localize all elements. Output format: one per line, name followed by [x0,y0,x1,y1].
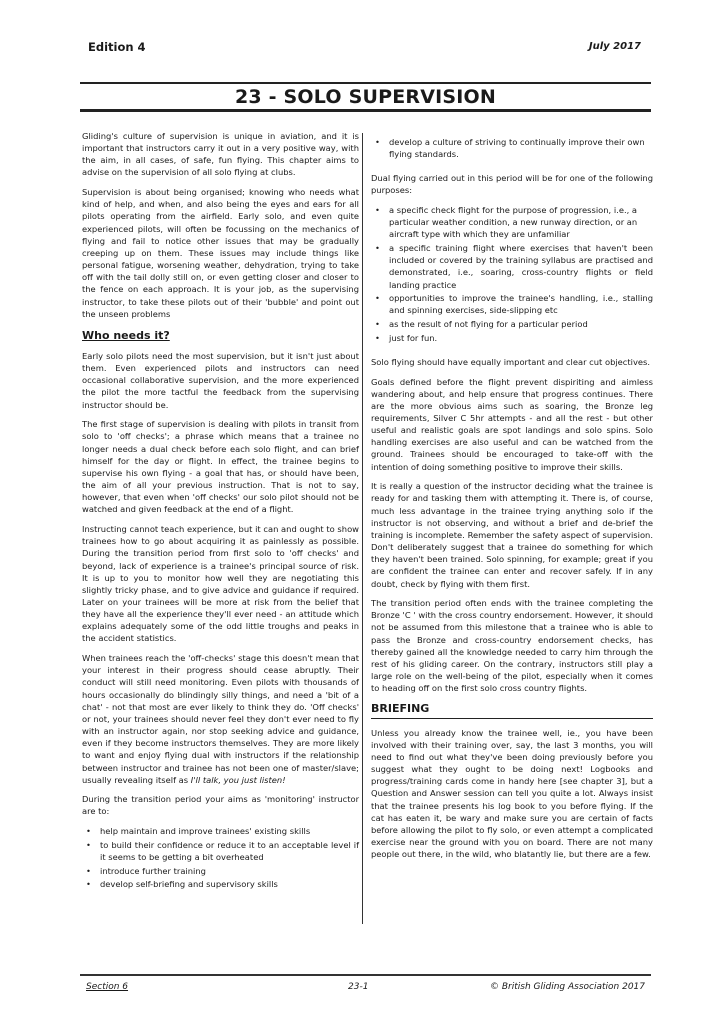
aims-list-continued [371,136,653,160]
section-heading-briefing: BRIEFING [371,703,653,718]
edition-label: Edition 4 [88,40,146,54]
list-item [371,136,653,160]
list-item-text: develop self-briefing and supervisory skills [100,879,278,890]
list-item-text: as the result of not flying for a particular period [389,319,588,330]
section-heading-who-needs-it: Who needs it? [82,328,170,342]
column-divider [362,133,363,924]
purposes-list [371,204,653,344]
list-item [82,839,359,863]
bullet-icon: • [375,293,380,304]
date-label: July 2017 [588,41,641,52]
list-item-text: a specific training flight where exercises that haven't been included or covered by the training syllabus are practised and demonstrated, i.e., soaring, cross-country flights or field landing practice [389,243,653,290]
list-item-text: just for fun. [389,332,438,343]
list-item-text: introduce further training [100,865,206,876]
page-number: 23-1 [348,982,369,992]
bullet-icon: • [375,205,380,216]
list-item [371,318,653,330]
italic-quote: I'll talk, you just listen! [190,774,286,785]
chapter-title: 23 - SOLO SUPERVISION [234,86,496,108]
list-item-text: to build their confidence or reduce it to an acceptable level if it seems to be getting a bit overheated [100,839,359,862]
paragraph: Early solo pilots need the most supervision, but it isn't just about them. Even experienced pilots and instructors can need occasional collaborative supervision, and the more experienced the pilot the more tactful the feedback from the supervising instructor should be. [82,351,359,410]
list-item [371,292,653,316]
footer-rule [80,974,651,976]
bullet-icon: • [375,332,380,343]
bullet-icon: • [86,826,91,837]
paragraph: During the transition period your aims as 'monitoring' instructor are to: [82,794,359,817]
list-item-text: help maintain and improve trainees' existing skills [100,826,311,837]
paragraph: It is really a question of the instructor deciding what the trainee is ready for and tasking them with attempting it. There is, of course, much less advantage in the trainee trying anything solo if the instructor is not observing, and without a brief and de-brief the training is incomplete. Remember the safety aspect of supervision. Don't deliberately suggest that a trainee do something for which they haven't been trained. Solo spinning, for example; great if you are confident the trainee can enter and recover safely. If in any doubt, check by flying with them first. [371,481,653,589]
list-item [371,242,653,291]
left-column [82,130,359,898]
bullet-icon: • [375,319,380,330]
paragraph: Gliding's culture of supervision is unique in aviation, and it is important that instructors carry it out in a very positive way, with the aim, in all cases, of safe, fun flying. This chapter aims to advise on the supervision of all solo flying at clubs. [82,131,359,178]
paragraph: Dual flying carried out in this period will be for one of the following purposes: [371,173,653,196]
paragraph: Goals defined before the flight prevent dispiriting and aimless wandering about, and help ensure that progress continues. There are the more obvious aims such as soaring, the Bronze leg requirements, Silver C 5hr attempts - and all the rest - but other useful and realistic goals are spot landings and solo spins. Solo handling exercises are also useful and can be watched from the ground. Trainees should be encouraged to take-off with the intention of doing something positive to improve their skills. [371,376,653,472]
title-rule-top [80,82,651,84]
paragraph [82,652,359,786]
bullet-icon: • [375,243,380,254]
bullet-icon: • [375,137,380,147]
footer-copyright: © British Gliding Association 2017 [490,982,645,992]
bullet-icon: • [86,865,91,876]
paragraph: Solo flying should have equally important and clear cut objectives. [371,356,651,367]
bullet-icon: • [86,839,91,850]
aims-list [82,825,359,890]
footer-section: Section 6 [86,982,129,992]
bullet-icon: • [86,879,91,890]
list-item-text: develop a culture of striving to continually improve their own flying standards. [389,137,645,160]
paragraph: The transition period often ends with the trainee completing the Bronze 'C ' with the cross country endorsement. However, it should not be assumed from this milestone that a trainee who is able to pass the Bronze and cross-country endorsement checks, has thereby gained all the knowledge needed to carry him through the rest of his gliding career. On the contrary, instructors still play a large role on the well-being of the pilot, especially when it comes to heading off on the first solo cross country flights. [371,598,653,694]
paragraph: Instructing cannot teach experience, but it can and ought to show trainees how to go about acquiring it as painlessly as possible. During the transition period from first solo to 'off checks' and beyond, lack of experience is a trainee's principal source of risk. It is up to you to monitor how well they are negotiating this slightly tricky phase, and to give advice and guidance if required. Later on your trainees will be more at risk from the belief that they have all the experience they'll ever need - an attitude which explains adequately some of the odd little troughs and peaks in the accident statistics. [82,524,359,644]
title-rule-bottom [80,109,651,112]
list-item-text: opportunities to improve the trainee's handling, i.e., stalling and spinning exercises, side-slipping etc [389,293,653,316]
paragraph: The first stage of supervision is dealing with pilots in transit from solo to 'off checks'; a phrase which means that a trainee no longer needs a dual check before each solo flight, and can brief himself for the day or flight. In effect, the trainee begins to supervise his own flying - a goal that has, or should have been, the aim of all your previous instruction. That is not to say, however, that even when 'off checks' our solo pilot should not be watched and given feedback at the end of a flight. [82,419,359,515]
list-item [371,204,653,240]
list-item [82,825,359,837]
right-column [371,130,653,868]
paragraph: Supervision is about being organised; knowing who needs what kind of help, and when, and also being the eyes and ears for all pilots operating from the airfield. Early solo, and even quite experienced pilots, will often be focussing on the mechanics of flying and fail to notice other issues that may be gradually creeping up on them. These issues may include things like personal fatigue, worsening weather, dehydration, trying to take off with the tail dolly still on, or even getting closer and closer to the fence on each approach. It is your job, as the supervising instructor, to take these pilots out of their 'bubble' and point out the unseen problems [82,187,359,319]
list-item [371,332,653,344]
paragraph-text: When trainees reach the 'off-checks' stage this doesn't mean that your interest in their progress should cease abruptly. Their conduct will still need monitoring. Even pilots with thousands of hours occasionally do blindingly silly things, and need a 'bit of a chat' - not that most are ever likely to think they do. 'Off checks' or not, your trainees should never feel they don't ever need to fly with an instructor again, nor stop seeking advice and guidance, even if they become instructors themselves. They are more likely to want and enjoy flying dual with instructors if the relationship between instructor and trainee has not been one of master/slave; usually revealing itself as [82,653,359,785]
list-item [82,865,359,877]
paragraph: Unless you already know the trainee well, ie., you have been involved with their training over, say, the last 3 months, you will need to find out what they've been doing previously before you suggest what they ought to be doing next! Logbooks and progress/training cards come in handy here [see chapter 3], but a Question and Answer session can tell you quite a lot. Always insist that the trainee presents his log book to you before flying. If the cat has eaten it, be wary and make sure you are certain of facts before allowing the pilot to fly solo, or even attempt a complicated exercise near the ground with you on board. There are not many people out there, in the wild, who blatantly lie, but there are a few. [371,727,653,860]
list-item [82,878,359,890]
list-item-text: a specific check flight for the purpose of progression, i.e., a particular weather condition, a new runway direction, or an aircraft type with which they are unfamiliar [389,205,638,240]
